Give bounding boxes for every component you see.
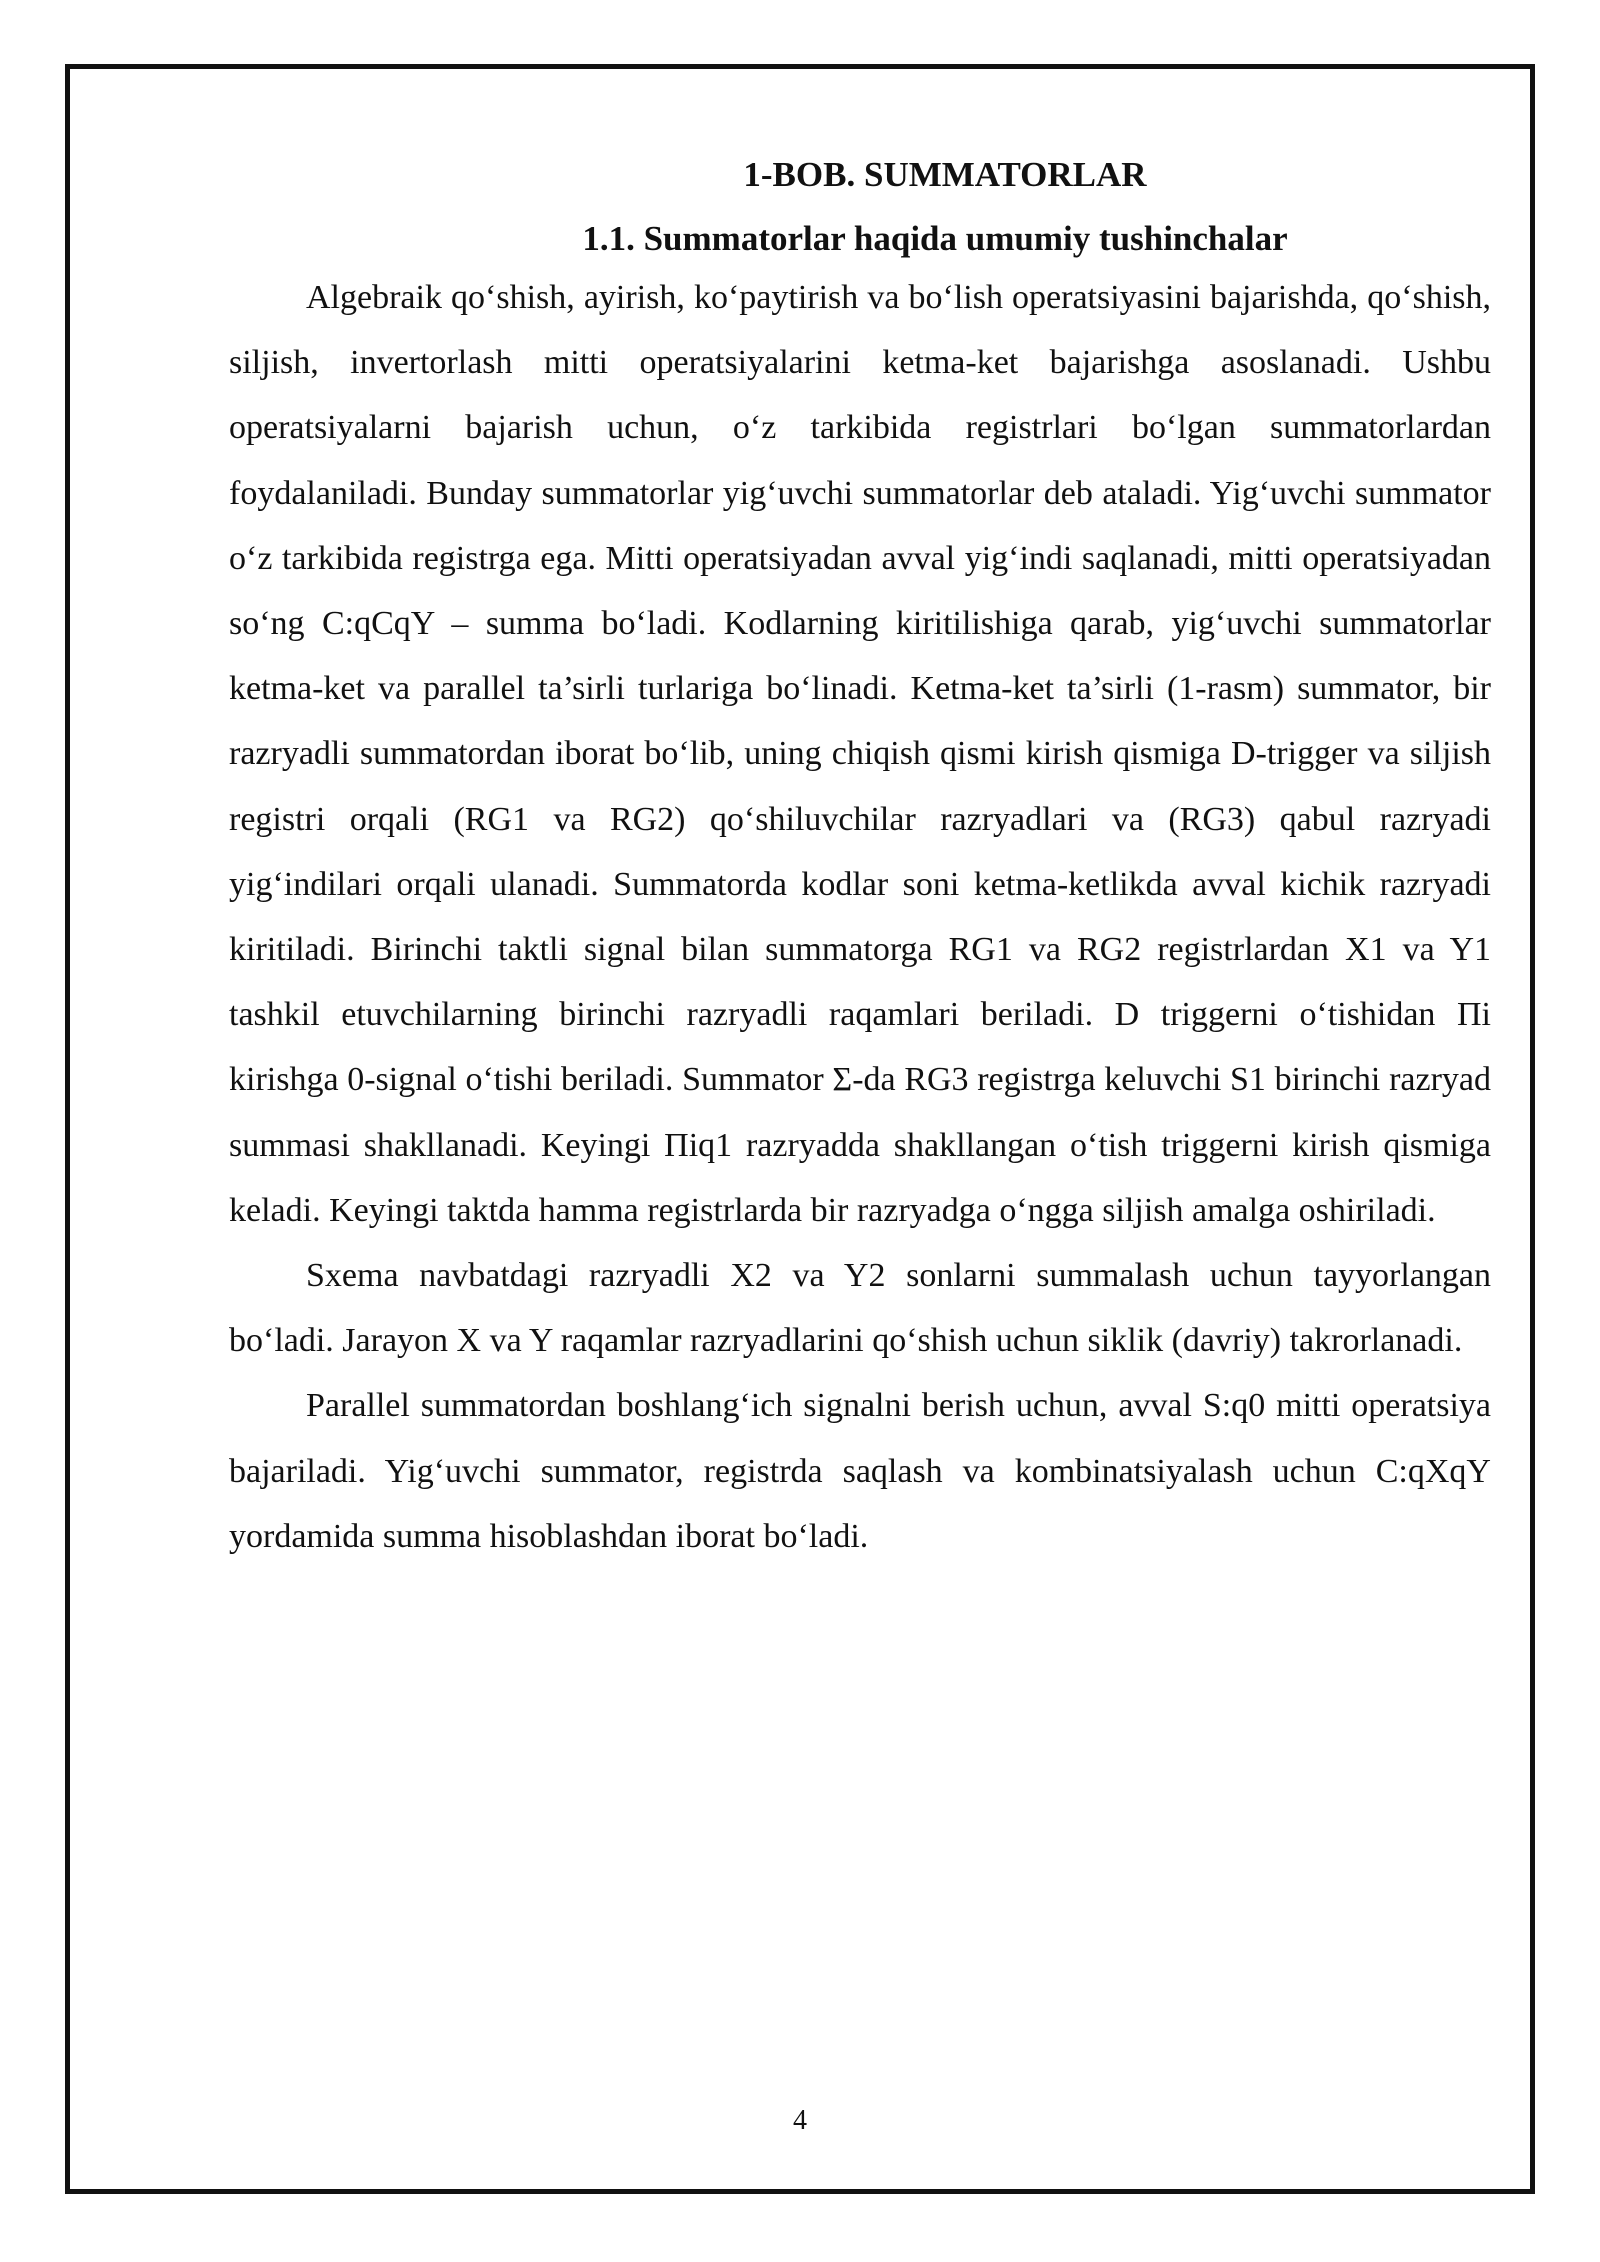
paragraph-3: Parallel summatordan boshlang‘ich signalni berish uchun, avval S:q0 mitti operatsiya bajariladi. Yig‘uvchi summator, registrda saqlash va kombinatsiyalash uchun C:qXqY yordamida summa hisoblashdan iborat bo‘ladi. (229, 1387, 1491, 1555)
document-body (229, 150, 1491, 1569)
paragraph-1: Algebraik qo‘shish, ayirish, ko‘paytirish va bo‘lish operatsiyasini bajarishda, qo‘shish, siljish, invertorlash mitti operatsiyalarini ketma-ket bajarishga asoslanadi. Ushbu operatsiyalarni bajarish uchun, o‘z tarkibida registrlari bo‘lgan summatorlardan foydalaniladi. Bunday summatorlar yig‘uvchi summatorlar deb ataladi. Yig‘uvchi summator o‘z tarkibida registrga ega. Mitti operatsiyadan avval yig‘indi saqlanadi, mitti operatsiyadan so‘ng C:qCqY – summa bo‘ladi. Kodlarning kiritilishiga qarab, yig‘uvchi summatorlar ketma-ket va parallel ta’sirli turlariga bo‘linadi. Ketma-ket ta’sirli (1-rasm) summator, bir razryadli summatordan iborat bo‘lib, uning chiqish qismi kirish qismiga D-trigger va siljish registri orqali (RG1 va RG2) qo‘shiluvchilar razryadlari va (RG3) qabul razryadi yig‘indilari orqali ulanadi. Summatorda kodlar soni ketma-ketlikda avval kichik razryadi kiritiladi. Birinchi taktli signal bilan summatorga RG1 va RG2 registrlardan X1 va Y1 tashkil etuvchilarning birinchi razryadli raqamlari beriladi. D triggerni o‘tishidan Пi kirishga 0-signal o‘tishi beriladi. Summator Σ-da RG3 registrga keluvchi S1 birinchi razryad summasi shakllanadi. Keyingi Пiq1 razryadda shakllangan o‘tish triggerni kirish qismiga keladi. Keyingi taktda hamma registrlarda bir razryadga o‘ngga siljish amalga oshiriladi. (229, 279, 1491, 1229)
section-title: 1.1. Summatorlar haqida umumiy tushinchalar (582, 219, 1288, 258)
page-number: 4 (793, 2105, 807, 2136)
paragraph-2: Sxema navbatdagi razryadli X2 va Y2 sonlarni summalash uchun tayyorlangan bo‘ladi. Jarayon X va Y raqamlar razryadlarini qo‘shish uchun siklik (davriy) takrorlanadi. (229, 1257, 1491, 1360)
chapter-title: 1-BOB. SUMMATORLAR (743, 155, 1147, 194)
